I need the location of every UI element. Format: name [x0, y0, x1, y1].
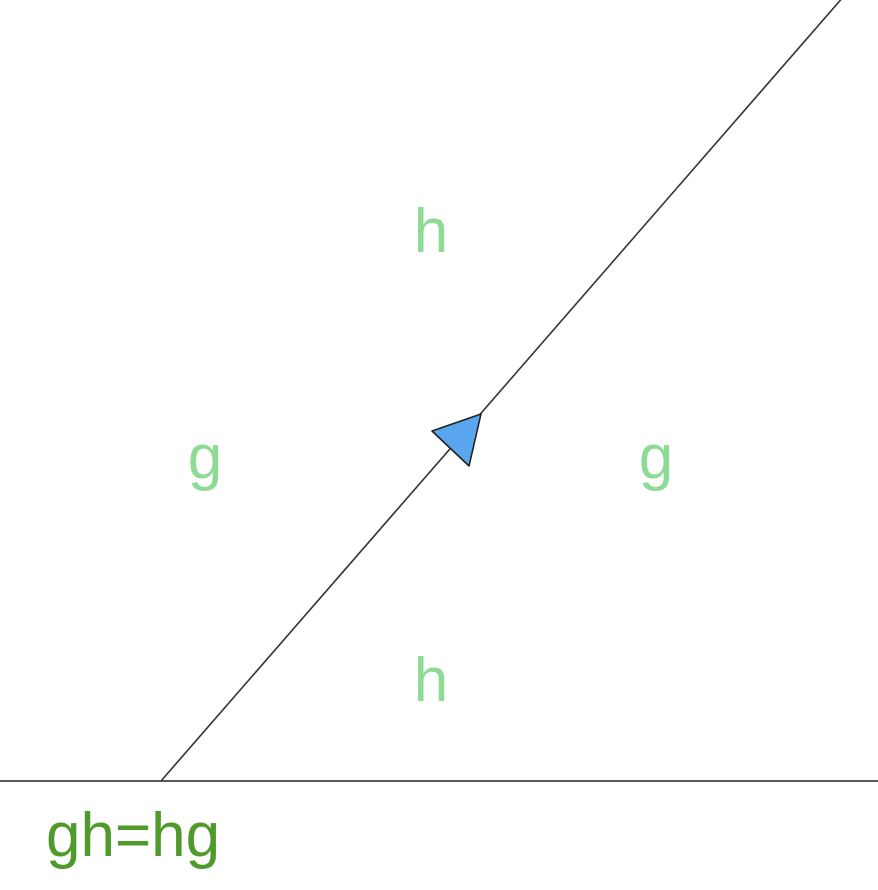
equation-caption: gh=hg: [46, 801, 221, 870]
region-label-bottom: h: [413, 646, 449, 715]
region-label-right: g: [638, 423, 674, 492]
oriented-line: [161, 0, 844, 781]
region-label-left: g: [187, 423, 223, 492]
direction-arrow-icon: [432, 414, 481, 466]
region-label-top: h: [413, 197, 449, 266]
